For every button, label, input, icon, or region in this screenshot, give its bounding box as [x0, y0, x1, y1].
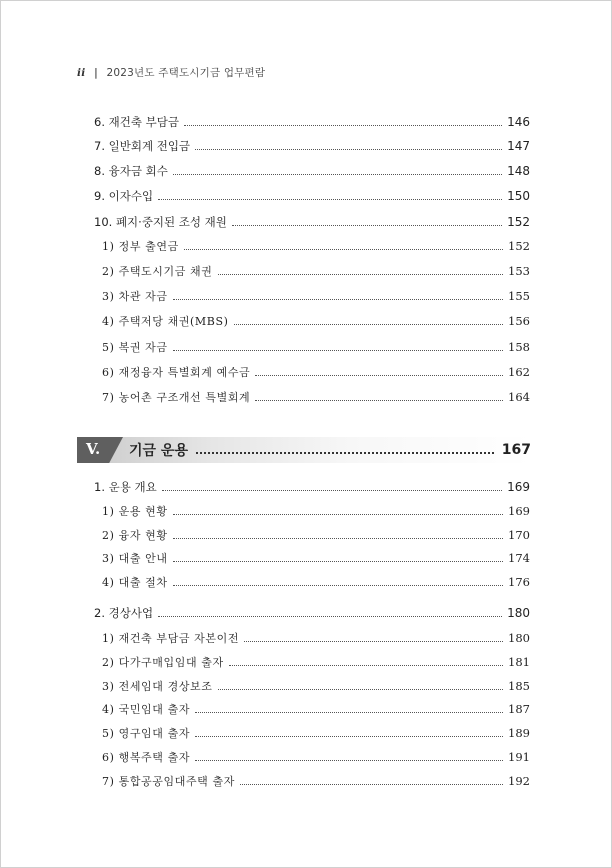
toc-subentry[interactable]: [102, 770, 530, 792]
toc-entry-page: 191: [508, 750, 530, 764]
dot-leader: [195, 736, 503, 737]
toc-subentry[interactable]: [102, 235, 530, 257]
chapter-title-row: [129, 437, 531, 463]
dot-leader: [255, 400, 503, 401]
toc-entry-label: 1) 재건축 부담금 자본이전: [102, 632, 240, 645]
toc-entry[interactable]: [94, 476, 530, 498]
toc-subentry[interactable]: [102, 651, 530, 673]
toc-entry-page: 176: [508, 575, 530, 589]
dot-leader: [173, 538, 503, 539]
toc-entry-page: 155: [508, 289, 530, 303]
toc-entry-label: 2) 다가구매입임대 출자: [102, 656, 224, 669]
toc-subentry[interactable]: [102, 386, 530, 408]
dot-leader: [196, 452, 494, 454]
toc-entry-page: 152: [507, 215, 530, 229]
toc-entry-page: 187: [508, 702, 530, 716]
toc-entry[interactable]: [94, 602, 530, 624]
toc-entry-page: 150: [507, 189, 530, 203]
toc-entry-page: 158: [508, 340, 530, 354]
toc-subentry[interactable]: [102, 675, 530, 697]
header-separator: |: [93, 67, 98, 79]
toc-subentry[interactable]: [102, 500, 530, 522]
toc-entry-label: 3) 전세임대 경상보조: [102, 680, 213, 693]
toc-entry-label: 1) 운용 현황: [102, 505, 168, 518]
toc-entry-label: 3) 차관 자금: [102, 290, 168, 303]
dot-leader: [218, 689, 504, 690]
dot-leader: [173, 585, 503, 586]
dot-leader: [184, 249, 503, 250]
chapter-title: 기금 운용: [129, 443, 188, 459]
toc-entry-label: 9. 이자수입: [94, 189, 154, 203]
toc-entry-page: 153: [508, 264, 530, 278]
toc-entry-page: 181: [508, 655, 530, 669]
dot-leader: [173, 514, 503, 515]
toc-entry-label: 1) 정부 출연금: [102, 240, 179, 253]
toc-entry-label: 6. 재건축 부담금: [94, 115, 179, 129]
toc-subentry[interactable]: [102, 627, 530, 649]
dot-leader: [158, 616, 502, 617]
toc-subentry[interactable]: [102, 746, 530, 768]
toc-entry-label: 6) 행복주택 출자: [102, 751, 191, 764]
toc-subentry[interactable]: [102, 722, 530, 744]
toc-subentry[interactable]: [102, 336, 530, 358]
toc-entry-label: 7. 일반회계 전입금: [94, 139, 191, 153]
toc-entry-label: 7) 농어촌 구조개선 특별회계: [102, 391, 251, 404]
toc-entry-page: 156: [508, 314, 530, 328]
dot-leader: [162, 490, 502, 491]
toc-entry-page: 169: [508, 504, 530, 518]
toc-entry-page: 185: [508, 679, 530, 693]
toc-entry[interactable]: [94, 185, 530, 207]
toc-entry[interactable]: [94, 211, 530, 233]
dot-leader: [218, 274, 504, 275]
toc-entry-label: 6) 재정융자 특별회계 예수금: [102, 366, 251, 379]
dot-leader: [195, 712, 503, 713]
dot-leader: [195, 149, 502, 150]
toc-entry-page: 180: [507, 606, 530, 620]
toc-entry-label: 8. 융자금 회수: [94, 164, 168, 178]
chapter-heading[interactable]: [77, 437, 531, 463]
toc-entry-page: 147: [507, 139, 530, 153]
dot-leader: [158, 199, 502, 200]
toc-entry-label: 4) 주택저당 채권(MBS): [102, 315, 229, 328]
toc-entry-page: 164: [508, 390, 530, 404]
toc-entry-page: 148: [507, 164, 530, 178]
chapter-number: V.: [86, 440, 101, 458]
toc-entry-page: 170: [508, 528, 530, 542]
toc-entry-label: 2) 주택도시기금 채권: [102, 265, 213, 278]
toc-entry-label: 4) 국민임대 출자: [102, 703, 191, 716]
toc-entry-page: 180: [508, 631, 530, 645]
book-title: 2023년도 주택도시기금 업무편람: [106, 67, 266, 79]
toc-entry-page: 162: [508, 365, 530, 379]
toc-subentry[interactable]: [102, 524, 530, 546]
toc-entry-label: 5) 영구임대 출자: [102, 727, 191, 740]
toc-entry-page: 174: [508, 551, 530, 565]
toc-subentry[interactable]: [102, 310, 530, 332]
toc-subentry[interactable]: [102, 698, 530, 720]
dot-leader: [173, 350, 503, 351]
toc-entry-label: 10. 폐지·중지된 조성 재원: [94, 215, 227, 229]
toc-entry[interactable]: [94, 135, 530, 157]
toc-entry-label: 2. 경상사업: [94, 606, 154, 620]
toc-entry-label: 2) 융자 현황: [102, 529, 168, 542]
toc-entry[interactable]: [94, 160, 530, 182]
toc-subentry[interactable]: [102, 285, 530, 307]
dot-leader: [173, 174, 502, 175]
toc-subentry[interactable]: [102, 361, 530, 383]
toc-entry-page: 152: [508, 239, 530, 253]
toc-entry-label: 5) 복권 자금: [102, 341, 168, 354]
dot-leader: [195, 760, 503, 761]
dot-leader: [232, 225, 502, 226]
toc-entry-page: 169: [507, 480, 530, 494]
toc-entry-page: 192: [508, 774, 530, 788]
chapter-page: 167: [501, 442, 531, 458]
dot-leader: [173, 561, 503, 562]
toc-entry-page: 189: [508, 726, 530, 740]
dot-leader: [173, 299, 503, 300]
toc-subentry[interactable]: [102, 571, 530, 593]
toc-entry-page: 146: [507, 115, 530, 129]
toc-entry-label: 1. 운용 개요: [94, 480, 157, 494]
toc-entry[interactable]: [94, 111, 530, 133]
dot-leader: [184, 125, 502, 126]
toc-entry-label: 4) 대출 절차: [102, 576, 168, 589]
dot-leader: [240, 784, 503, 785]
toc-subentry[interactable]: [102, 547, 530, 569]
dot-leader: [244, 641, 503, 642]
toc-entry-label: 7) 통합공공임대주택 출자: [102, 775, 235, 788]
dot-leader: [229, 665, 503, 666]
toc-subentry[interactable]: [102, 260, 530, 282]
running-header: [77, 65, 265, 80]
toc-entry-label: 3) 대출 안내: [102, 552, 168, 565]
dot-leader: [255, 375, 503, 376]
dot-leader: [234, 324, 504, 325]
page-number: ii: [77, 67, 86, 79]
